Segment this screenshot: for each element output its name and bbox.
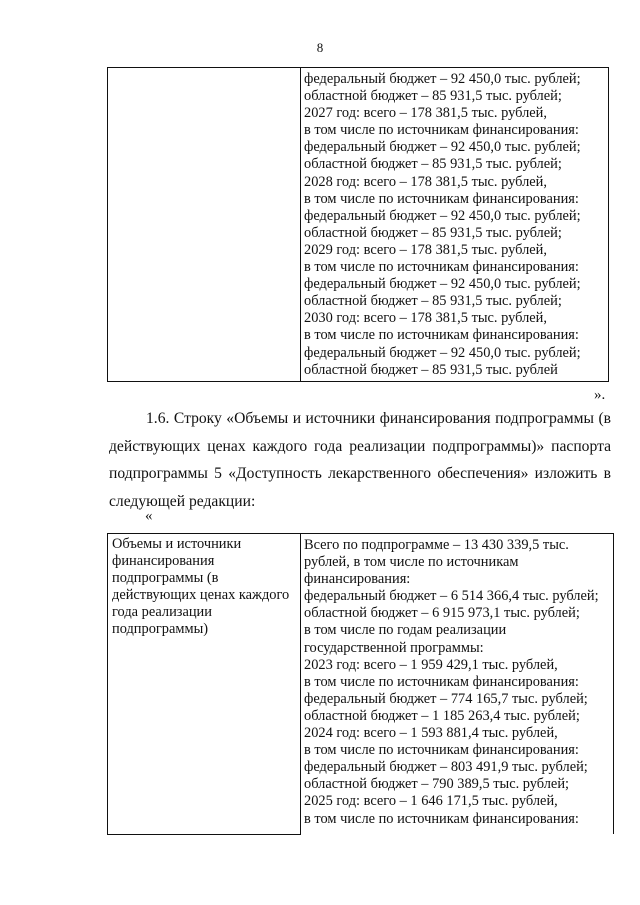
text-line: областной бюджет – 85 931,5 тыс. рублей; <box>304 293 562 310</box>
text-line: областной бюджет – 1 185 263,4 тыс. рублей; <box>304 707 580 724</box>
text-line: подпрограммы (в <box>112 570 219 587</box>
text-line: областной бюджет – 790 389,5 тыс. рублей; <box>304 776 570 793</box>
paragraph-text: 1.6. Строку «Объемы и источники финансирования подпрограммы (в действующих ценах каждого года реализации подпрограммы)» паспорта подпрограммы 5 «Доступность лекарственного обеспечения» изложить в следующей редакции: <box>109 410 611 510</box>
text-line: государственной программы: <box>304 639 484 656</box>
text-line: 2023 год: всего – 1 959 429,1 тыс. рублей, <box>304 656 558 673</box>
opening-quote: « <box>145 508 153 524</box>
text-line: в том числе по годам реализации <box>304 622 507 639</box>
text-line: федеральный бюджет – 774 165,7 тыс. рублей; <box>304 690 588 707</box>
top-table-lines <box>301 68 608 381</box>
page-number: 8 <box>316 40 324 55</box>
text-line: федеральный бюджет – 92 450,0 тыс. рублей; <box>304 139 581 156</box>
text-line: 2029 год: всего – 178 381,5 тыс. рублей, <box>304 241 547 258</box>
bottom-table-right-lines <box>301 534 613 830</box>
text-line: действующих ценах каждого <box>112 587 290 604</box>
text-line: областной бюджет – 85 931,5 тыс. рублей; <box>304 88 562 105</box>
text-line: 2025 год: всего – 1 646 171,5 тыс. рублей, <box>304 793 558 810</box>
text-line: в том числе по источникам финансирования: <box>304 673 579 690</box>
bottom-table-right-cell <box>301 534 614 835</box>
text-line: в том числе по источникам финансирования: <box>304 259 579 276</box>
text-line: в том числе по источникам финансирования: <box>304 810 579 827</box>
text-line: областной бюджет – 6 915 973,1 тыс. рублей; <box>304 605 580 622</box>
text-line: в том числе по источникам финансирования: <box>304 190 579 207</box>
text-line: областной бюджет – 85 931,5 тыс. рублей; <box>304 156 562 173</box>
amendment-paragraph <box>109 405 611 515</box>
text-line: Всего по подпрограмме – 13 430 339,5 тыс. <box>304 537 569 553</box>
bottom-table-left-cell <box>108 534 301 835</box>
text-line: федеральный бюджет – 92 450,0 тыс. рублей; <box>304 207 581 224</box>
text-line: федеральный бюджет – 6 514 366,4 тыс. рублей; <box>304 588 599 605</box>
text-line: федеральный бюджет – 92 450,0 тыс. рублей; <box>304 344 581 361</box>
text-line: федеральный бюджет – 92 450,0 тыс. рублей; <box>304 276 581 293</box>
text-line: рублей, в том числе по источникам <box>304 554 519 571</box>
text-line: подпрограммы) <box>112 621 209 638</box>
text-line: в том числе по источникам финансирования: <box>304 122 579 139</box>
text-line: областной бюджет – 85 931,5 тыс. рублей <box>304 361 558 378</box>
text-line: финансирования <box>112 553 215 570</box>
text-line: федеральный бюджет – 92 450,0 тыс. рублей; <box>304 71 581 87</box>
top-table-right-cell <box>301 68 609 382</box>
text-line: года реализации <box>112 604 212 621</box>
text-line: 2027 год: всего – 178 381,5 тыс. рублей, <box>304 105 547 122</box>
text-line: в том числе по источникам финансирования: <box>304 742 579 759</box>
bottom-table <box>107 533 614 835</box>
closing-quote: ». <box>594 387 606 403</box>
text-line: в том числе по источникам финансирования: <box>304 327 579 344</box>
text-line: 2030 год: всего – 178 381,5 тыс. рублей, <box>304 310 547 327</box>
bottom-table-left-lines <box>108 534 300 641</box>
text-line: 2024 год: всего – 1 593 881,4 тыс. рублей, <box>304 725 558 742</box>
top-table-left-cell <box>108 68 301 382</box>
text-line: федеральный бюджет – 803 491,9 тыс. рублей; <box>304 759 588 776</box>
top-table <box>107 67 609 382</box>
text-line: областной бюджет – 85 931,5 тыс. рублей; <box>304 224 562 241</box>
text-line: финансирования: <box>304 571 411 588</box>
text-line: 2028 год: всего – 178 381,5 тыс. рублей, <box>304 173 547 190</box>
text-line: Объемы и источники <box>112 536 242 552</box>
